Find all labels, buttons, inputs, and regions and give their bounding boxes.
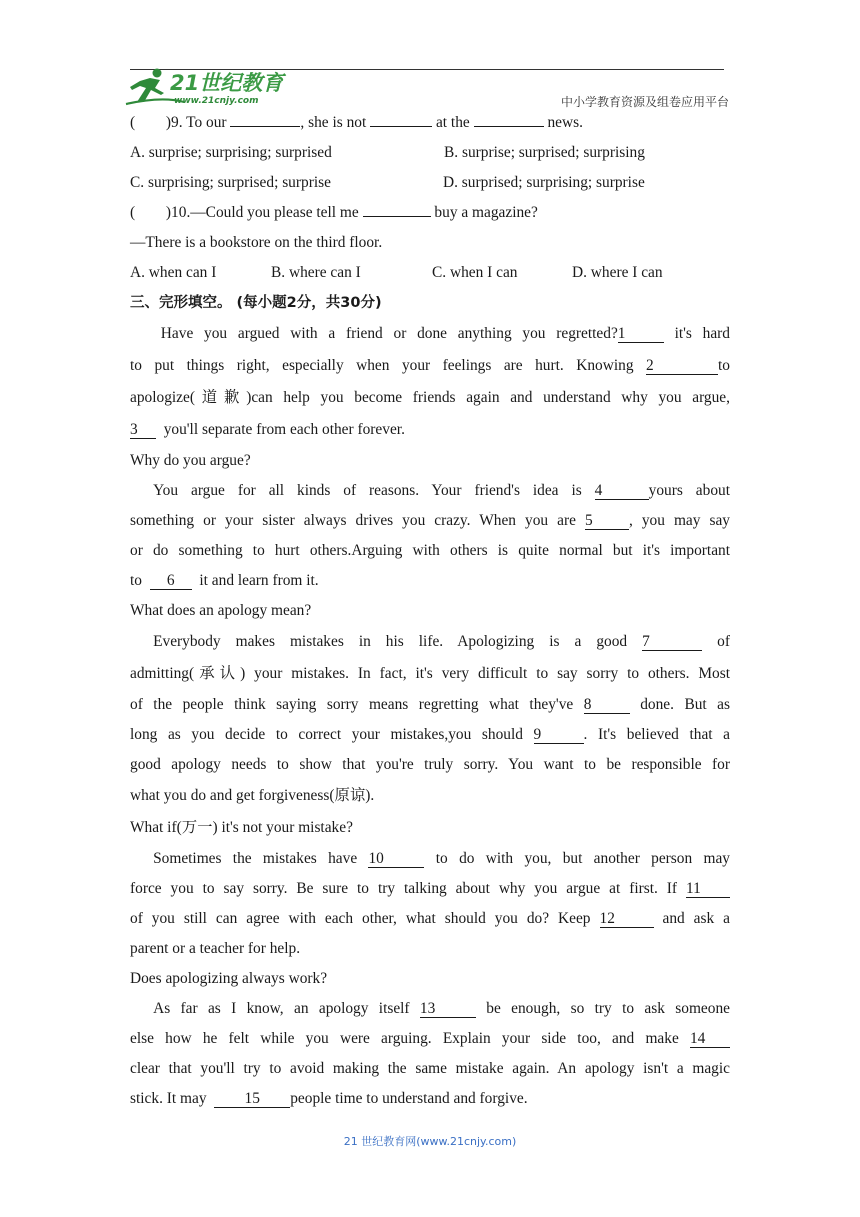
passage-line: apologize(道歉)can help you become friends again and understand why you argue, [130, 389, 730, 406]
q10-dialogue: —There is a bookstore on the third floor. [130, 234, 383, 251]
passage-text: be enough, so try to ask someone [486, 1000, 730, 1017]
q9-blank-2 [370, 110, 432, 127]
passage-line [130, 994, 730, 1024]
subheading: Does apologizing always work? [130, 970, 328, 987]
q9-text-b: , she is not [300, 114, 367, 131]
blank-10: 10 [368, 851, 424, 868]
q10-blank [363, 200, 431, 217]
q9-option-a: A. surprise; surprising; surprised [130, 144, 332, 161]
passage-line [130, 318, 730, 350]
passage-text: you'll separate from each other forever. [163, 421, 405, 438]
passage-text: Everybody makes mistakes in his life. Apologizing is a good [153, 633, 628, 650]
blank-12: 12 [600, 911, 654, 928]
q10-text-a: 10.—Could you please tell me [171, 204, 359, 221]
passage-text: stick. It may [130, 1090, 207, 1107]
passage-text: else how he felt while you were arguing. Explain your side too, and make [130, 1030, 679, 1047]
passage-line [130, 476, 730, 506]
passage-line [130, 720, 730, 750]
passage-line: good apology needs to show that you're truly sorry. You want to be responsible for [130, 756, 730, 773]
passage-text: Have you argued with a friend or done anything you regretted? [160, 325, 618, 342]
q9-blank-3 [474, 110, 544, 127]
subheading: What does an apology mean? [130, 602, 312, 619]
passage-line: what you do and get forgiveness(原谅). [130, 787, 375, 804]
passage-line [130, 1024, 730, 1054]
q9-options-cd [130, 168, 730, 198]
passage-line: or do something to hurt others.Arguing with others is quite normal but it's important [130, 542, 730, 559]
q9-option-b: B. surprise; surprised; surprising [444, 144, 645, 161]
q10-option-a: A. when can I [130, 264, 217, 281]
passage-text: something or your sister always drives you crazy. When you are [130, 512, 576, 529]
footer-link[interactable]: 21 世纪教育网(www.21cnjy.com) [343, 1135, 517, 1148]
blank-2: 2 [646, 358, 718, 375]
passage-line [130, 414, 730, 446]
passage-text: done. But as [640, 696, 730, 713]
question-9 [130, 108, 730, 138]
passage-line [130, 874, 730, 904]
blank-13: 13 [420, 1001, 476, 1018]
passage-text: As far as I know, an apology itself [153, 1000, 410, 1017]
passage-text: to [718, 357, 730, 374]
passage-line [130, 844, 730, 874]
passage-text: of you still can agree with each other, what should you do? Keep [130, 910, 591, 927]
blank-5: 5 [585, 513, 629, 530]
passage-text: long as you decide to correct your mistakes,you should [130, 726, 523, 743]
passage-line [130, 904, 730, 934]
passage-text: to put things right, especially when your feelings are hurt. Knowing [130, 357, 634, 374]
svg-text:21世纪教育: 21世纪教育 [170, 71, 284, 95]
passage-text: yours about [648, 482, 730, 499]
passage-text: of the people think saying sorry means regretting what they've [130, 696, 574, 713]
blank-9: 9 [534, 727, 584, 744]
passage-text: , you may say [628, 512, 730, 529]
q9-option-c: C. surprising; surprised; surprise [130, 174, 331, 191]
passage-line: clear that you'll try to avoid making the same mistake again. An apology isn't a magic [130, 1060, 730, 1077]
q10-options [130, 258, 730, 288]
q10-option-b: B. where can I [271, 264, 361, 281]
passage-text: and ask a [662, 910, 730, 927]
answer-paren: ( ) [130, 114, 172, 131]
q9-text-a: 9. To our [171, 114, 227, 131]
question-10 [130, 198, 730, 228]
runner-icon [122, 66, 292, 110]
passage-text: it's hard [674, 325, 730, 342]
passage-text: . It's believed that a [583, 726, 730, 743]
passage-text: You argue for all kinds of reasons. Your friend's idea is [153, 482, 582, 499]
q9-option-d: D. surprised; surprising; surprise [443, 174, 645, 191]
passage-text: to [130, 572, 142, 589]
passage-text: Sometimes the mistakes have [153, 850, 358, 867]
passage-line: parent or a teacher for help. [130, 940, 301, 957]
q10-text-b: buy a magazine? [434, 204, 538, 221]
subheading: Why do you argue? [130, 452, 251, 469]
q9-text-d: news. [547, 114, 583, 131]
passage-text: people time to understand and forgive. [290, 1090, 528, 1107]
blank-3: 3 [130, 422, 156, 439]
section-title: 三、完形填空。 (每小题2分，共30分) [130, 295, 382, 311]
passage-text: of [717, 633, 730, 650]
passage-line [130, 350, 730, 382]
passage-line: admitting(承认) your mistakes. In fact, it's very difficult to say sorry to others. Most [130, 665, 730, 682]
blank-15: 15 [214, 1091, 290, 1108]
blank-1: 1 [618, 326, 664, 343]
site-logo[interactable] [122, 66, 292, 110]
blank-7: 7 [642, 634, 702, 651]
passage-line [130, 566, 730, 596]
platform-name: 中小学教育资源及组卷应用平台 [560, 95, 729, 109]
blank-4: 4 [595, 483, 649, 500]
passage-line [130, 1084, 730, 1114]
q9-blank-1 [230, 110, 300, 127]
passage-text: it and learn from it. [199, 572, 319, 589]
passage-line [130, 626, 730, 658]
blank-6: 6 [150, 573, 192, 590]
blank-14: 14 [690, 1031, 730, 1048]
passage-line [130, 506, 730, 536]
q9-options-ab [130, 138, 730, 168]
passage-text: force you to say sorry. Be sure to try talking about why you argue at first. If [130, 880, 678, 897]
passage-text: to do with you, but another person may [435, 850, 730, 867]
q9-text-c: at the [435, 114, 470, 131]
document-body [130, 108, 730, 1114]
blank-8: 8 [584, 697, 630, 714]
svg-text:www.21cnjy.com: www.21cnjy.com [174, 96, 259, 106]
answer-paren: ( ) [130, 204, 172, 221]
subheading: What if(万一) it's not your mistake? [130, 819, 353, 836]
q10-option-c: C. when I can [432, 264, 518, 281]
blank-11: 11 [686, 881, 730, 898]
q10-option-d: D. where I can [572, 264, 663, 281]
passage-line [130, 690, 730, 720]
